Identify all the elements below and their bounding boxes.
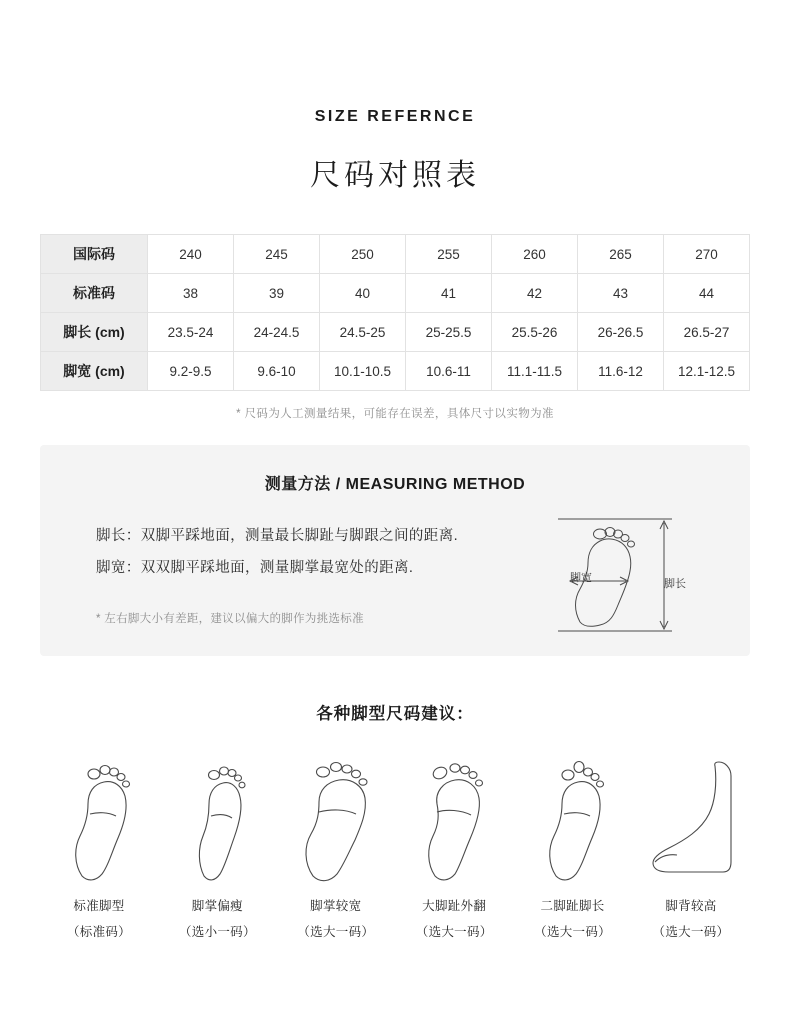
row-header-international: 国际码: [41, 235, 148, 274]
cell-len-7: 26.5-27: [664, 313, 750, 352]
diagram-width-label: 脚宽: [570, 572, 592, 584]
foot-type-suggestion: （选大一码）: [415, 925, 493, 939]
cell-wid-7: 12.1-12.5: [664, 352, 750, 391]
footprint-bunion-icon: [401, 754, 507, 884]
footprint-narrow-icon: [164, 754, 270, 884]
table-row: [41, 352, 750, 391]
cell-len-5: 25.5-26: [492, 313, 578, 352]
footprint-wide-icon: [283, 754, 389, 884]
cell-std-7: 44: [664, 274, 750, 313]
row-header-foot-width: 脚宽 (cm): [41, 352, 148, 391]
cell-intl-250: 250: [320, 235, 406, 274]
foot-type-standard: [46, 754, 152, 940]
page-header: [0, 0, 790, 194]
cell-len-1: 23.5-24: [148, 313, 234, 352]
cell-std-1: 38: [148, 274, 234, 313]
cell-intl-260: 260: [492, 235, 578, 274]
cell-intl-265: 265: [578, 235, 664, 274]
cell-std-6: 43: [578, 274, 664, 313]
cell-intl-240: 240: [148, 235, 234, 274]
size-table-note: * 尺码为人工测量结果，可能存在误差，具体尺寸以实物为准: [236, 408, 554, 420]
table-row: [41, 274, 750, 313]
cell-len-6: 26-26.5: [578, 313, 664, 352]
cell-wid-4: 10.6-11: [406, 352, 492, 391]
measuring-method-line-length: 脚长：双脚平踩地面，测量最长脚趾与脚跟之间的距离.: [96, 528, 459, 544]
cell-std-4: 41: [406, 274, 492, 313]
cell-wid-2: 9.6-10: [234, 352, 320, 391]
size-table: [40, 234, 750, 391]
foot-types-title: 各种脚型尺码建议：: [316, 705, 474, 723]
foot-type-suggestion: （选大一码）: [534, 925, 611, 939]
cell-len-2: 24-24.5: [234, 313, 320, 352]
measuring-method-footnote: * 左右脚大小有差距，建议以偏大的脚作为挑选标准: [96, 613, 364, 625]
cell-std-3: 40: [320, 274, 406, 313]
row-header-standard: 标准码: [41, 274, 148, 313]
cell-std-5: 42: [492, 274, 578, 313]
measuring-method-line-width: 脚宽：双双脚平踩地面，测量脚掌最宽处的距离.: [96, 560, 414, 576]
cell-len-4: 25-25.5: [406, 313, 492, 352]
measuring-method-title: 测量方法 / MEASURING METHOD: [264, 476, 526, 493]
foot-side-high-instep-icon: [638, 754, 744, 884]
table-row: [41, 235, 750, 274]
foot-type-wide: [283, 754, 389, 940]
cell-intl-270: 270: [664, 235, 750, 274]
foot-measure-diagram: [552, 507, 702, 642]
size-table-wrapper: [40, 234, 750, 421]
measuring-method-panel: [40, 445, 750, 656]
foot-type-suggestion: （标准码）: [66, 925, 131, 939]
foot-type-label: 大脚趾外翻: [422, 899, 487, 913]
cell-intl-245: 245: [234, 235, 320, 274]
cell-wid-5: 11.1-11.5: [492, 352, 578, 391]
foot-type-label: 标准脚型: [73, 899, 125, 913]
cell-std-2: 39: [234, 274, 320, 313]
diagram-length-label: 脚长: [664, 578, 686, 590]
foot-type-bunion: [401, 754, 507, 940]
footprint-standard-icon: [46, 754, 152, 884]
foot-type-suggestion: （选大一码）: [652, 925, 730, 939]
foot-type-suggestion: （选大一码）: [297, 925, 375, 939]
row-header-foot-length: 脚长 (cm): [41, 313, 148, 352]
foot-type-suggestion: （选小一码）: [178, 925, 256, 939]
cell-wid-1: 9.2-9.5: [148, 352, 234, 391]
cell-intl-255: 255: [406, 235, 492, 274]
foot-type-label: 脚掌较宽: [310, 899, 362, 913]
table-row: [41, 313, 750, 352]
foot-type-label: 二脚趾脚长: [540, 899, 605, 913]
foot-type-high-instep: [638, 754, 744, 940]
foot-type-long-second-toe: [520, 754, 626, 940]
foot-type-label: 脚掌偏瘦: [191, 899, 243, 913]
cell-len-3: 24.5-25: [320, 313, 406, 352]
footprint-long-second-toe-icon: [520, 754, 626, 884]
foot-type-narrow: [164, 754, 270, 940]
cell-wid-3: 10.1-10.5: [320, 352, 406, 391]
cell-wid-6: 11.6-12: [578, 352, 664, 391]
page-title-english: SIZE REFERNCE: [314, 108, 476, 125]
foot-type-label: 脚背较高: [665, 899, 717, 913]
foot-types-row: [0, 754, 790, 940]
page-title-chinese: 尺码对照表: [310, 159, 480, 192]
